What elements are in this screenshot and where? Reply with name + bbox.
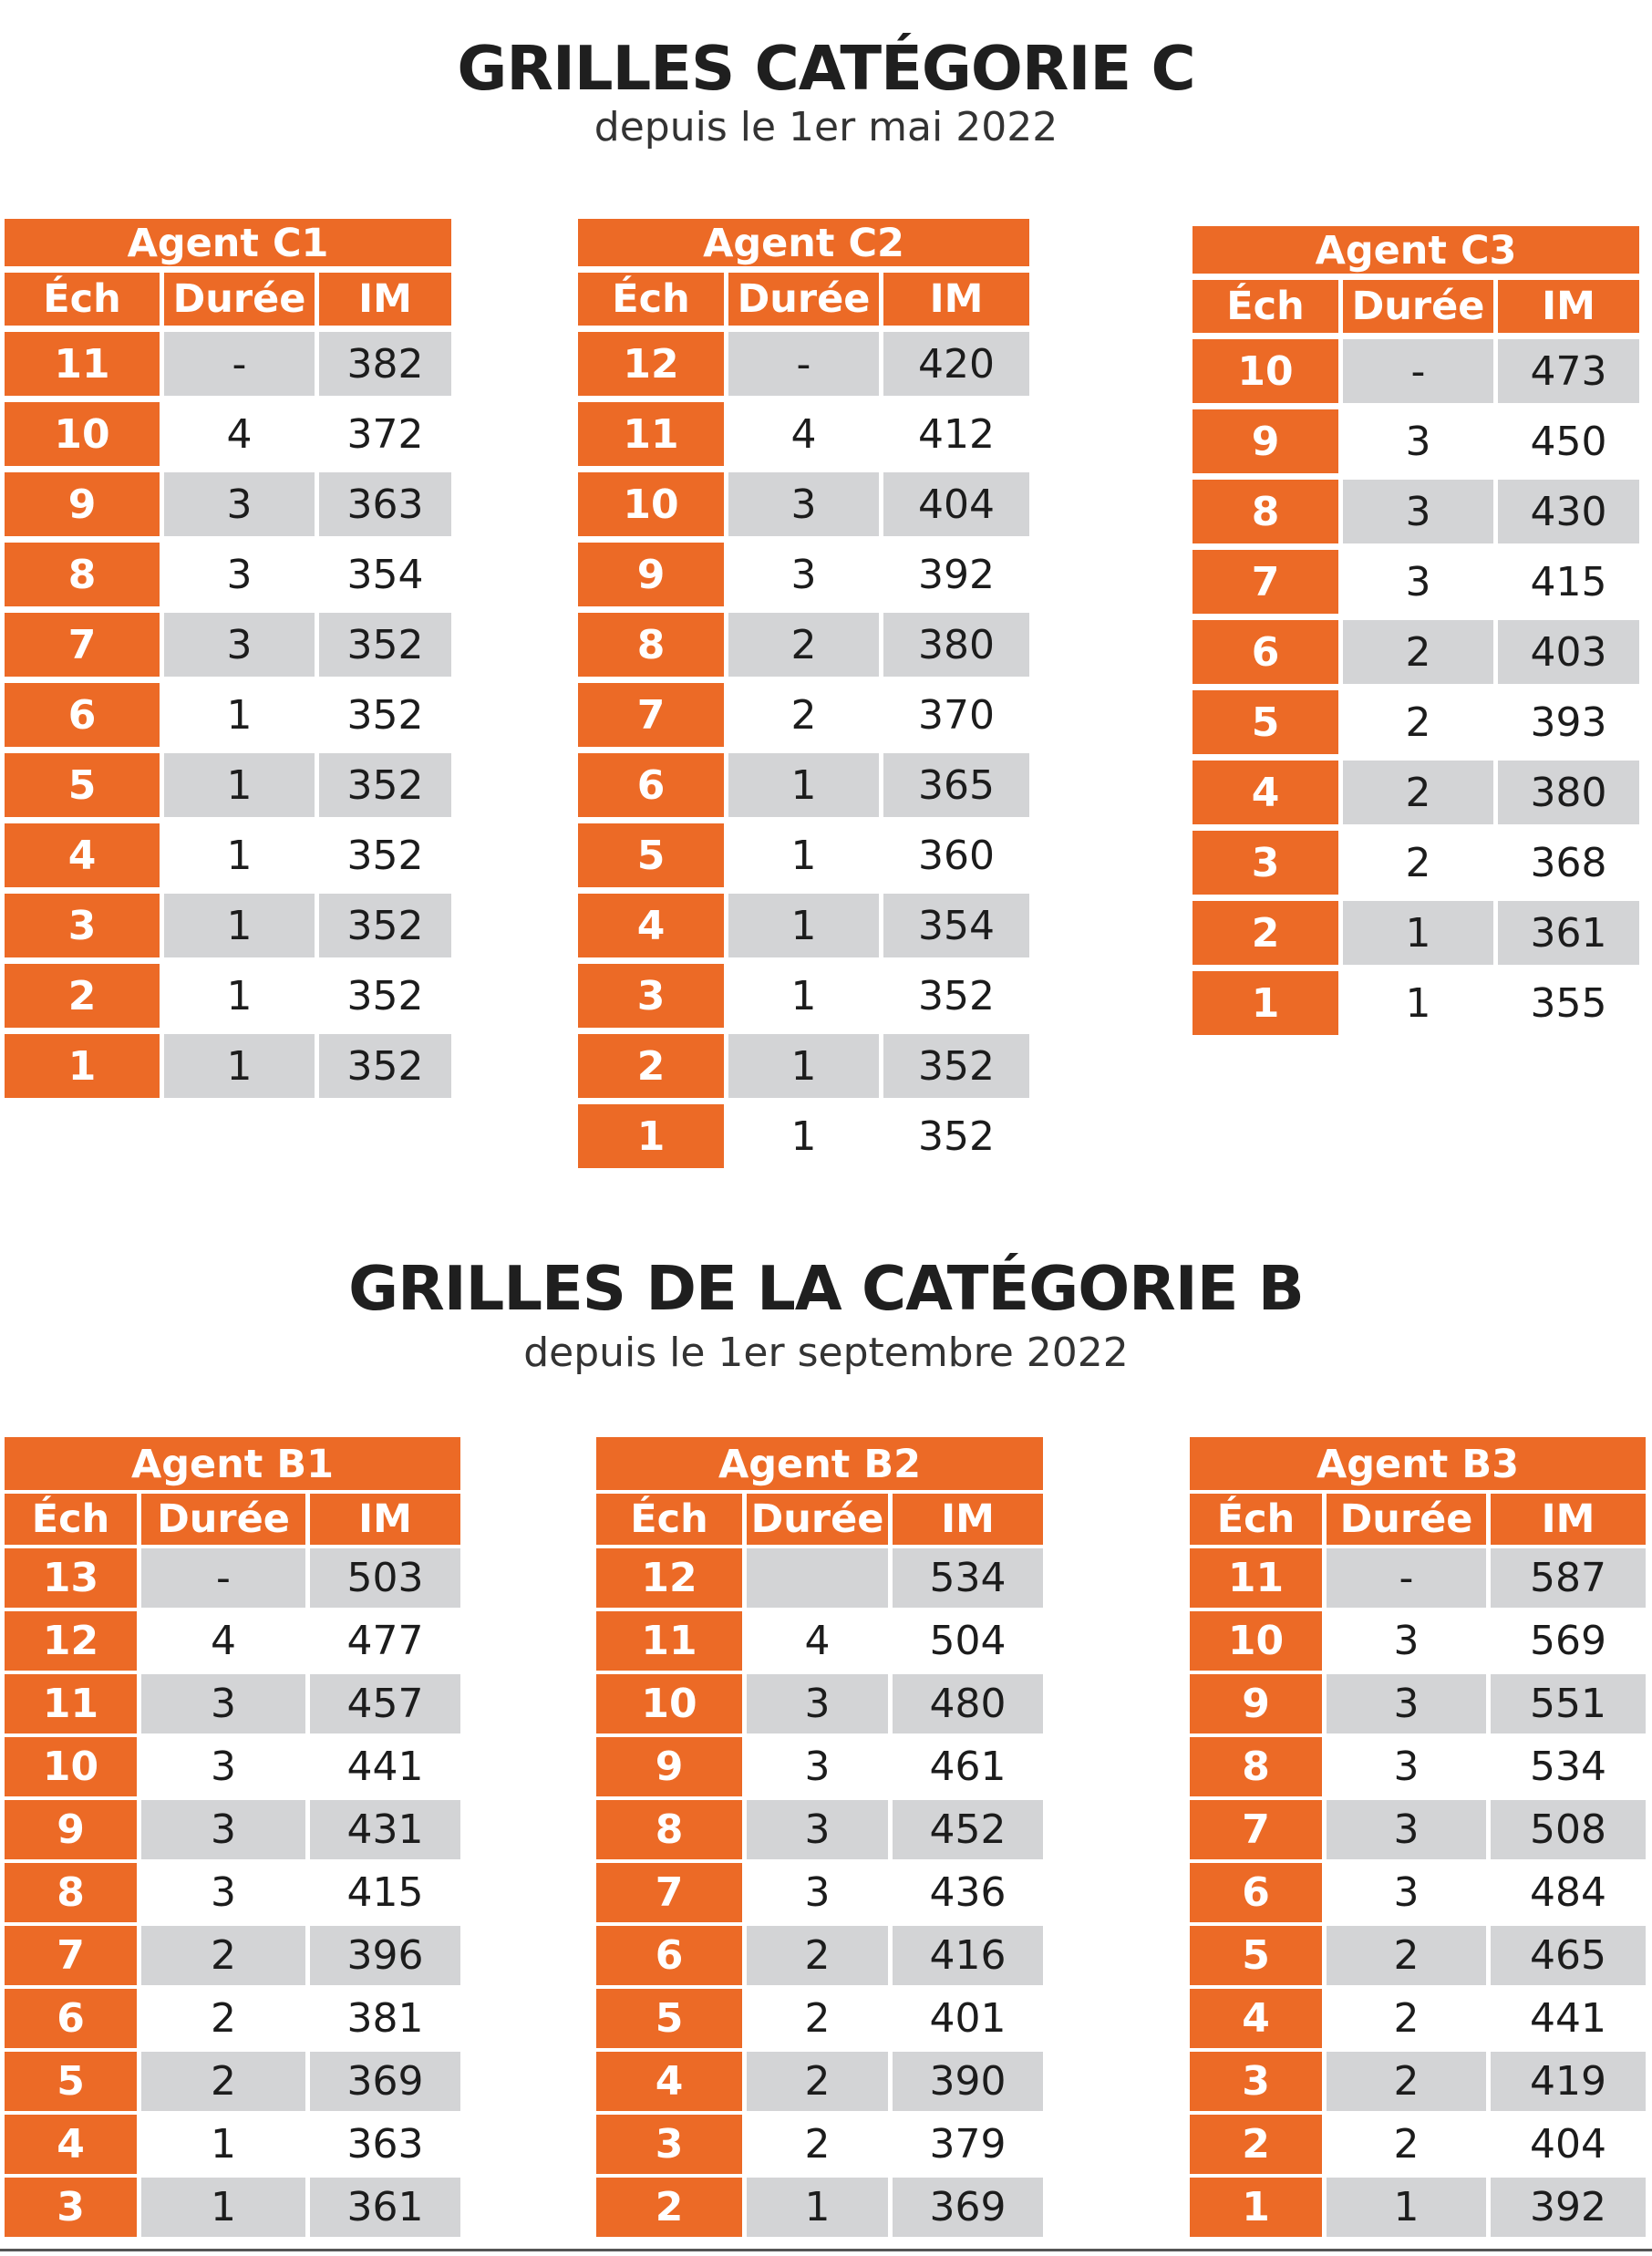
ech-cell: 2 — [5, 964, 160, 1028]
table-row — [5, 2052, 460, 2111]
im-cell: 441 — [310, 1737, 460, 1796]
ech-cell: 2 — [596, 2178, 742, 2237]
ech-cell: 7 — [596, 1863, 742, 1922]
im-cell: 381 — [310, 1989, 460, 2048]
bottom-divider — [0, 2249, 1652, 2251]
column-header-im: IM — [310, 1494, 460, 1545]
im-cell: 452 — [893, 1800, 1043, 1859]
duree-cell: 3 — [141, 1737, 305, 1796]
duree-cell: 1 — [1343, 901, 1493, 965]
duree-cell: 3 — [1327, 1674, 1486, 1733]
agent-header: Agent C3 — [1193, 226, 1639, 274]
grid-agent-b2 — [592, 1433, 1048, 2240]
ech-cell: 4 — [1190, 1989, 1322, 2048]
duree-cell: 3 — [1327, 1737, 1486, 1796]
duree-cell: 2 — [747, 2115, 888, 2174]
column-header-ech: Éch — [5, 273, 160, 326]
ech-cell: 6 — [1193, 620, 1338, 684]
column-header-im: IM — [1491, 1494, 1646, 1545]
ech-cell: 10 — [596, 1674, 742, 1733]
ech-cell: 7 — [5, 1926, 137, 1985]
duree-cell: 3 — [164, 613, 315, 677]
duree-cell: 2 — [1327, 2115, 1486, 2174]
im-cell: 352 — [319, 823, 451, 887]
table-row — [5, 1548, 460, 1608]
duree-cell: 3 — [164, 472, 315, 536]
ech-cell: 11 — [5, 332, 160, 396]
im-cell: 352 — [319, 683, 451, 747]
duree-cell: 1 — [164, 823, 315, 887]
table-row — [1190, 1863, 1646, 1922]
section-c-title: GRILLES CATÉGORIE C — [457, 33, 1195, 104]
duree-cell: 3 — [728, 543, 879, 606]
im-cell: 365 — [883, 753, 1029, 817]
im-cell: 352 — [319, 894, 451, 957]
table-row — [596, 2052, 1043, 2111]
table-row — [578, 543, 1029, 606]
duree-cell: 2 — [1343, 690, 1493, 754]
table-row — [596, 2115, 1043, 2174]
im-cell: 369 — [310, 2052, 460, 2111]
table-row — [5, 1674, 460, 1733]
im-cell: 392 — [883, 543, 1029, 606]
im-cell: 352 — [319, 753, 451, 817]
ech-cell: 9 — [596, 1737, 742, 1796]
duree-cell: 2 — [1327, 1926, 1486, 1985]
duree-cell: - — [164, 332, 315, 396]
ech-cell: 5 — [578, 823, 724, 887]
duree-cell: - — [728, 332, 879, 396]
duree-cell: 1 — [164, 964, 315, 1028]
table-row — [5, 894, 451, 957]
table-row — [1190, 2115, 1646, 2174]
ech-cell: 1 — [5, 1034, 160, 1098]
column-header-duree: Durée — [728, 273, 879, 326]
table-row — [596, 1737, 1043, 1796]
ech-cell: 9 — [5, 472, 160, 536]
table-row — [1190, 1674, 1646, 1733]
duree-cell: 1 — [164, 753, 315, 817]
ech-cell: 2 — [578, 1034, 724, 1098]
im-cell: 412 — [883, 402, 1029, 466]
table-row — [1193, 831, 1639, 895]
column-header-duree: Durée — [141, 1494, 305, 1545]
ech-cell: 12 — [578, 332, 724, 396]
ech-cell: 1 — [1190, 2178, 1322, 2237]
table-row — [578, 683, 1029, 747]
agent-header: Agent B1 — [5, 1437, 460, 1490]
duree-cell: 2 — [728, 683, 879, 747]
column-header-duree: Durée — [164, 273, 315, 326]
ech-cell: 5 — [5, 753, 160, 817]
im-cell: 480 — [893, 1674, 1043, 1733]
duree-cell: 1 — [728, 894, 879, 957]
table-row — [1193, 971, 1639, 1035]
column-header-ech: Éch — [1193, 280, 1338, 333]
column-header-duree: Durée — [1327, 1494, 1486, 1545]
agent-header: Agent C1 — [5, 219, 451, 266]
duree-cell: 1 — [728, 964, 879, 1028]
ech-cell: 3 — [578, 964, 724, 1028]
duree-cell: 3 — [164, 543, 315, 606]
im-cell: 465 — [1491, 1926, 1646, 1985]
im-cell: 534 — [893, 1548, 1043, 1608]
table-row — [596, 1800, 1043, 1859]
im-cell: 368 — [1498, 831, 1639, 895]
ech-cell: 4 — [1193, 761, 1338, 824]
ech-cell: 7 — [5, 613, 160, 677]
table-row — [5, 683, 451, 747]
duree-cell: 2 — [1327, 1989, 1486, 2048]
ech-cell: 4 — [5, 2115, 137, 2174]
im-cell: 430 — [1498, 480, 1639, 543]
ech-cell: 12 — [596, 1548, 742, 1608]
duree-cell: 3 — [141, 1863, 305, 1922]
im-cell: 372 — [319, 402, 451, 466]
ech-cell: 3 — [5, 894, 160, 957]
im-cell: 352 — [319, 1034, 451, 1098]
table-row — [578, 613, 1029, 677]
table-row — [1190, 1800, 1646, 1859]
ech-cell: 11 — [578, 402, 724, 466]
duree-cell: 2 — [1343, 620, 1493, 684]
duree-cell: 2 — [747, 1926, 888, 1985]
ech-cell: 5 — [1190, 1926, 1322, 1985]
duree-cell: 3 — [1327, 1800, 1486, 1859]
table-row — [5, 1926, 460, 1985]
im-cell: 363 — [310, 2115, 460, 2174]
ech-cell: 7 — [578, 683, 724, 747]
table-row — [1190, 1611, 1646, 1671]
im-cell: 352 — [883, 1104, 1029, 1168]
ech-cell: 12 — [5, 1611, 137, 1671]
table-row — [578, 1034, 1029, 1098]
ech-cell: 10 — [1193, 339, 1338, 403]
im-cell: 415 — [1498, 550, 1639, 614]
im-cell: 403 — [1498, 620, 1639, 684]
table-row — [1190, 2052, 1646, 2111]
ech-cell: 7 — [1193, 550, 1338, 614]
table-row — [1190, 2178, 1646, 2237]
ech-cell: 10 — [578, 472, 724, 536]
im-cell: 457 — [310, 1674, 460, 1733]
im-cell: 419 — [1491, 2052, 1646, 2111]
column-header-duree: Durée — [747, 1494, 888, 1545]
table-row — [578, 402, 1029, 466]
im-cell: 473 — [1498, 339, 1639, 403]
duree-cell: 3 — [141, 1674, 305, 1733]
ech-cell: 10 — [5, 402, 160, 466]
ech-cell: 10 — [5, 1737, 137, 1796]
section-b-title: GRILLES DE LA CATÉGORIE B — [348, 1253, 1304, 1324]
ech-cell: 5 — [596, 1989, 742, 2048]
agent-header: Agent C2 — [578, 219, 1029, 266]
im-cell: 587 — [1491, 1548, 1646, 1608]
im-cell: 390 — [893, 2052, 1043, 2111]
duree-cell: 4 — [747, 1611, 888, 1671]
ech-cell: 6 — [5, 1989, 137, 2048]
table-row — [5, 1737, 460, 1796]
im-cell: 431 — [310, 1800, 460, 1859]
ech-cell: 1 — [578, 1104, 724, 1168]
ech-cell: 4 — [5, 823, 160, 887]
grid-agent-b3 — [1185, 1433, 1650, 2240]
table-row — [578, 823, 1029, 887]
im-cell: 569 — [1491, 1611, 1646, 1671]
table-row — [596, 2178, 1043, 2237]
im-cell: 380 — [883, 613, 1029, 677]
duree-cell: 3 — [1327, 1611, 1486, 1671]
table-row — [596, 1611, 1043, 1671]
im-cell: 551 — [1491, 1674, 1646, 1733]
table-row — [578, 1104, 1029, 1168]
table-row — [578, 894, 1029, 957]
agent-header: Agent B3 — [1190, 1437, 1646, 1490]
duree-cell: 1 — [728, 753, 879, 817]
ech-cell: 6 — [1190, 1863, 1322, 1922]
ech-cell: 9 — [5, 1800, 137, 1859]
duree-cell: 3 — [1343, 550, 1493, 614]
duree-cell: 2 — [747, 1989, 888, 2048]
im-cell: 420 — [883, 332, 1029, 396]
table-row — [578, 964, 1029, 1028]
ech-cell: 8 — [1190, 1737, 1322, 1796]
table-row — [5, 613, 451, 677]
duree-cell: - — [141, 1548, 305, 1608]
ech-cell: 9 — [578, 543, 724, 606]
grid-agent-c1 — [0, 212, 456, 1104]
im-cell: 450 — [1498, 409, 1639, 473]
section-c-subtitle: depuis le 1er mai 2022 — [594, 104, 1058, 150]
im-cell: 441 — [1491, 1989, 1646, 2048]
duree-cell: 2 — [141, 1989, 305, 2048]
table-row — [1190, 1926, 1646, 1985]
im-cell: 370 — [883, 683, 1029, 747]
im-cell: 352 — [883, 1034, 1029, 1098]
duree-cell: 3 — [1327, 1863, 1486, 1922]
ech-cell: 3 — [5, 2178, 137, 2237]
im-cell: 461 — [893, 1737, 1043, 1796]
duree-cell: 3 — [747, 1737, 888, 1796]
im-cell: 404 — [1491, 2115, 1646, 2174]
im-cell: 504 — [893, 1611, 1043, 1671]
duree-cell: 1 — [1343, 971, 1493, 1035]
table-row — [596, 1926, 1043, 1985]
duree-cell: 1 — [728, 1034, 879, 1098]
table-row — [596, 1674, 1043, 1733]
ech-cell: 9 — [1190, 1674, 1322, 1733]
table-row — [5, 332, 451, 396]
ech-cell: 6 — [578, 753, 724, 817]
im-cell: 352 — [319, 613, 451, 677]
im-cell: 360 — [883, 823, 1029, 887]
table-row — [578, 472, 1029, 536]
im-cell: 508 — [1491, 1800, 1646, 1859]
duree-cell: 2 — [728, 613, 879, 677]
table-row — [1193, 761, 1639, 824]
im-cell: 436 — [893, 1863, 1043, 1922]
ech-cell: 10 — [1190, 1611, 1322, 1671]
duree-cell: 1 — [728, 823, 879, 887]
im-cell: 369 — [893, 2178, 1043, 2237]
im-cell: 379 — [893, 2115, 1043, 2174]
im-cell: 477 — [310, 1611, 460, 1671]
table-row — [5, 402, 451, 466]
duree-cell: 2 — [1343, 831, 1493, 895]
table-row — [596, 1863, 1043, 1922]
duree-cell: 3 — [747, 1863, 888, 1922]
duree-cell: 3 — [141, 1800, 305, 1859]
im-cell: 484 — [1491, 1863, 1646, 1922]
im-cell: 361 — [310, 2178, 460, 2237]
ech-cell: 4 — [578, 894, 724, 957]
table-row — [5, 2178, 460, 2237]
duree-cell: 1 — [164, 683, 315, 747]
ech-cell: 1 — [1193, 971, 1338, 1035]
column-header-im: IM — [1498, 280, 1639, 333]
im-cell: 393 — [1498, 690, 1639, 754]
table-row — [5, 1989, 460, 2048]
duree-cell: 3 — [747, 1674, 888, 1733]
table-row — [5, 753, 451, 817]
im-cell: 382 — [319, 332, 451, 396]
ech-cell: 4 — [596, 2052, 742, 2111]
duree-cell: 3 — [1343, 409, 1493, 473]
column-header-duree: Durée — [1343, 280, 1493, 333]
table-row — [596, 1548, 1043, 1608]
table-row — [5, 543, 451, 606]
table-row — [1193, 480, 1639, 543]
ech-cell: 5 — [1193, 690, 1338, 754]
im-cell: 416 — [893, 1926, 1043, 1985]
ech-cell: 6 — [596, 1926, 742, 1985]
im-cell: 396 — [310, 1926, 460, 1985]
duree-cell: 2 — [141, 1926, 305, 1985]
duree-cell: 1 — [1327, 2178, 1486, 2237]
duree-cell: - — [1343, 339, 1493, 403]
im-cell: 361 — [1498, 901, 1639, 965]
column-header-im: IM — [893, 1494, 1043, 1545]
im-cell: 355 — [1498, 971, 1639, 1035]
table-row — [5, 472, 451, 536]
ech-cell: 5 — [5, 2052, 137, 2111]
ech-cell: 8 — [5, 543, 160, 606]
ech-cell: 11 — [596, 1611, 742, 1671]
ech-cell: 2 — [1190, 2115, 1322, 2174]
grid-agent-b1 — [0, 1433, 465, 2240]
table-row — [1190, 1737, 1646, 1796]
table-row — [1190, 1989, 1646, 2048]
duree-cell: 4 — [728, 402, 879, 466]
ech-cell: 9 — [1193, 409, 1338, 473]
duree-cell: 1 — [164, 1034, 315, 1098]
ech-cell: 7 — [1190, 1800, 1322, 1859]
column-header-ech: Éch — [1190, 1494, 1322, 1545]
im-cell: 401 — [893, 1989, 1043, 2048]
agent-header: Agent B2 — [596, 1437, 1043, 1490]
duree-cell: 1 — [728, 1104, 879, 1168]
im-cell: 380 — [1498, 761, 1639, 824]
duree-cell: 1 — [141, 2178, 305, 2237]
table-row — [5, 1611, 460, 1671]
ech-cell: 11 — [5, 1674, 137, 1733]
duree-cell: 2 — [141, 2052, 305, 2111]
column-header-ech: Éch — [596, 1494, 742, 1545]
table-row — [5, 823, 451, 887]
im-cell: 404 — [883, 472, 1029, 536]
duree-cell: 1 — [164, 894, 315, 957]
table-row — [5, 1034, 451, 1098]
duree-cell: 2 — [1327, 2052, 1486, 2111]
table-row — [1190, 1548, 1646, 1608]
table-row — [1193, 690, 1639, 754]
im-cell: 354 — [319, 543, 451, 606]
table-row — [1193, 620, 1639, 684]
im-cell: 363 — [319, 472, 451, 536]
im-cell: 392 — [1491, 2178, 1646, 2237]
section-b-subtitle: depuis le 1er septembre 2022 — [523, 1330, 1129, 1376]
im-cell: 534 — [1491, 1737, 1646, 1796]
column-header-im: IM — [883, 273, 1029, 326]
duree-cell: 3 — [1343, 480, 1493, 543]
im-cell: 503 — [310, 1548, 460, 1608]
column-header-ech: Éch — [5, 1494, 137, 1545]
duree-cell: - — [1327, 1548, 1486, 1608]
im-cell: 354 — [883, 894, 1029, 957]
duree-cell: 3 — [747, 1800, 888, 1859]
duree-cell: 1 — [141, 2115, 305, 2174]
ech-cell: 3 — [596, 2115, 742, 2174]
ech-cell: 8 — [596, 1800, 742, 1859]
duree-cell: 4 — [164, 402, 315, 466]
table-row — [5, 1800, 460, 1859]
im-cell: 352 — [883, 964, 1029, 1028]
im-cell: 415 — [310, 1863, 460, 1922]
ech-cell: 8 — [578, 613, 724, 677]
ech-cell: 2 — [1193, 901, 1338, 965]
ech-cell: 11 — [1190, 1548, 1322, 1608]
table-row — [1193, 550, 1639, 614]
duree-cell: 2 — [747, 2052, 888, 2111]
duree-cell: 1 — [747, 2178, 888, 2237]
grid-agent-c2 — [573, 212, 1034, 1175]
ech-cell: 6 — [5, 683, 160, 747]
ech-cell: 8 — [1193, 480, 1338, 543]
ech-cell: 8 — [5, 1863, 137, 1922]
ech-cell: 13 — [5, 1548, 137, 1608]
table-row — [1193, 339, 1639, 403]
column-header-im: IM — [319, 273, 451, 326]
grid-agent-c3 — [1188, 220, 1644, 1041]
table-row — [578, 332, 1029, 396]
table-row — [578, 753, 1029, 817]
ech-cell: 3 — [1193, 831, 1338, 895]
table-row — [596, 1989, 1043, 2048]
duree-cell: 2 — [1343, 761, 1493, 824]
table-row — [5, 2115, 460, 2174]
column-header-ech: Éch — [578, 273, 724, 326]
duree-cell: 4 — [141, 1611, 305, 1671]
duree-cell — [747, 1548, 888, 1608]
table-row — [1193, 901, 1639, 965]
table-row — [5, 964, 451, 1028]
ech-cell: 3 — [1190, 2052, 1322, 2111]
table-row — [5, 1863, 460, 1922]
table-row — [1193, 409, 1639, 473]
im-cell: 352 — [319, 964, 451, 1028]
duree-cell: 3 — [728, 472, 879, 536]
